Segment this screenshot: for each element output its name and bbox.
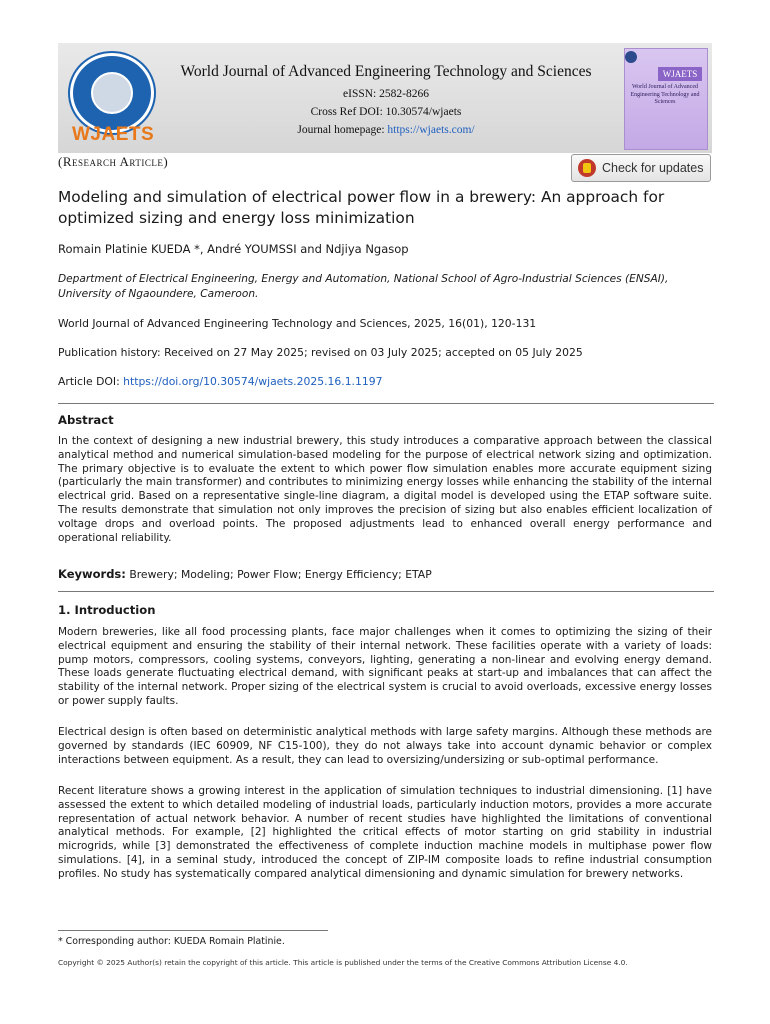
check-for-updates-button[interactable]	[571, 154, 711, 182]
journal-homepage	[160, 124, 612, 136]
abstract-text: In the context of designing a new industrial brewery, this study introduces a comparative approach between the classical analytical method and numerical simulation-based modeling for the purpose of electrical network sizing and optimization. The primary objective is to evaluate the extent to which power flow simulation enables more accurate equipment sizing (particularly the main transformer) and contributes to minimizing energy losses while enhancing the stability of the internal electrical grid. Based on a representative single-line diagram, a digital model is developed using the ETAP software suite. The results demonstrate that simulation not only improves the precision of sizing but also enables efficient localization of voltage drops and overload points. The proposed adjustments lead to enhanced overall energy performance and operational reliability.	[58, 435, 712, 544]
homepage-link[interactable]: https://wjaets.com/	[387, 124, 475, 136]
publication-history: Publication history: Received on 27 May 2025; revised on 03 July 2025; accepted on 05 July 2025	[58, 346, 583, 359]
journal-logo-text: WJAETS	[72, 124, 155, 145]
check-for-updates-label: Check for updates	[602, 161, 704, 175]
footnote-divider	[58, 930, 328, 931]
homepage-label: Journal homepage:	[297, 124, 388, 136]
divider	[58, 591, 714, 592]
author-affiliation: Department of Electrical Engineering, Energy and Automation, National School of Agro-Industrial Sciences (ENSAI), University of Ngaoundere, Cameroon.	[58, 273, 669, 300]
introduction-paragraph-2: Electrical design is often based on deterministic analytical methods with large safety margins. Although these methods are governed by standards (IEC 60909, NF C15-100), they do not always take into account dynamic behavior or complex interactions between equipment. As a result, they can lead to oversizing/undersizing or sub-optimal performance.	[58, 726, 712, 766]
doi-label: Article DOI:	[58, 375, 124, 388]
keywords-label: Keywords:	[58, 567, 126, 581]
keywords	[58, 567, 432, 581]
article-citation: World Journal of Advanced Engineering Technology and Sciences, 2025, 16(01), 120-131	[58, 317, 537, 330]
article-type: (Research Article)	[58, 154, 169, 169]
cover-badge: WJAETS	[658, 67, 702, 81]
journal-logo-emblem	[91, 72, 133, 114]
divider	[58, 403, 714, 404]
keywords-list: Brewery; Modeling; Power Flow; Energy Efficiency; ETAP	[125, 568, 432, 581]
journal-crossref: Cross Ref DOI: 10.30574/wjaets	[310, 106, 462, 118]
journal-eissn: eISSN: 2582-8266	[343, 88, 429, 100]
journal-title: World Journal of Advanced Engineering Technology and Sciences	[180, 63, 592, 80]
cover-globe-icon	[625, 51, 637, 63]
corresponding-author-footnote: * Corresponding author: KUEDA Romain Platinie.	[58, 936, 285, 947]
doi-link[interactable]: https://doi.org/10.30574/wjaets.2025.16.1.1197	[123, 375, 383, 388]
article-title: Modeling and simulation of electrical power flow in a brewery: An approach for optimized sizing and energy loss minimization	[58, 188, 665, 227]
introduction-paragraph-3: Recent literature shows a growing interest in the application of simulation techniques to industrial dimensioning. [1] have assessed the extent to which detailed modeling of industrial loads, particularly induction motors, provides a more accurate representation of actual network behavior. A number of recent studies have highlighted the limitations of conventional analytical methods. For example, [2] highlighted the critical effects of motor starting on grid stability in industrial microgrids, while [3] demonstrated the effectiveness of complete induction machine models in multiphase power flow simulations. [4], in a seminal study, introduced the concept of ZIP-IM composite loads to refine industrial consumption profiles. No study has systematically compared analytical dimensioning and dynamic simulation for brewery networks.	[58, 785, 712, 880]
article-authors: Romain Platinie KUEDA *, André YOUMSSI and Ndjiya Ngasop	[58, 242, 409, 256]
abstract-heading: Abstract	[58, 413, 114, 427]
copyright-notice: Copyright © 2025 Author(s) retain the copyright of this article. This article is published under the terms of the Creative Commons Attribution License 4.0.	[58, 958, 628, 967]
crossmark-icon	[578, 159, 596, 177]
introduction-heading: 1. Introduction	[58, 603, 156, 617]
introduction-paragraph-1: Modern breweries, like all food processing plants, face major challenges when it comes to optimizing the sizing of their electrical equipment and ensuring the stability of their internal network. These facilities operate with a variety of loads: pump motors, compressors, cooling systems, conveyors, lighting, generating a non-linear and evolving energy demand. These loads generate fluctuating electrical demand, with significant peaks at start-up and imbalances that can affect the stability of the internal network. Proper sizing of the electrical system is crucial to avoid overloads, excessive energy losses or power supply faults.	[58, 626, 712, 707]
cover-title: World Journal of Advanced Engineering Technology and Sciences	[630, 84, 700, 105]
article-doi	[58, 375, 382, 388]
